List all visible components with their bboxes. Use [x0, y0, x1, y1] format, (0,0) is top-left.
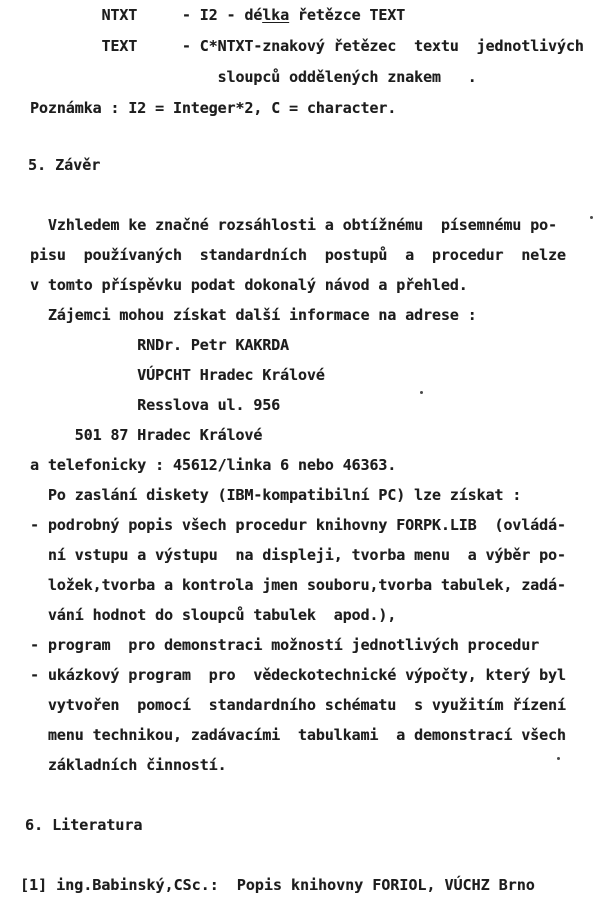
text-line: vání hodnot do sloupců tabulek apod.), — [30, 606, 397, 624]
section-body-zaver — [30, 210, 608, 780]
text-segment: NTXT - I2 - dé — [30, 6, 263, 24]
text-line: Zájemci mohou získat další informace na adrese : — [30, 306, 477, 324]
phone-line: a telefonicky : 45612/linka 6 nebo 46363. — [30, 456, 397, 474]
section-heading-zaver: 5. Závěr — [28, 156, 101, 174]
text-line: Vzhledem ke značné rozsáhlosti a obtížnému písemnému po- — [30, 216, 557, 234]
text-line: TEXT - C*NTXT-znakový řetězec textu jednotlivých — [30, 37, 584, 55]
text-line: vytvořen pomocí standardního schématu s využitím řízení — [30, 696, 566, 714]
section-heading-literatura: 6. Literatura — [25, 816, 143, 834]
text-line: Po zaslání diskety (IBM-kompatibilní PC) lze získat : — [30, 486, 522, 504]
text-line: ní vstupu a výstupu na displeji, tvorba menu a výběr po- — [30, 546, 566, 564]
address-line: Resslova ul. 956 — [30, 396, 281, 414]
note-line: Poznámka : I2 = Integer*2, C = character. — [30, 99, 397, 117]
address-line: 501 87 Hradec Králové — [30, 426, 263, 444]
bullet-line: - program pro demonstraci možností jednotlivých procedur — [30, 636, 540, 654]
address-line: RNDr. Petr KAKRDA — [30, 336, 289, 354]
text-line: základních činností. — [30, 756, 227, 774]
text-segment: řetězce TEXT — [289, 6, 406, 24]
bullet-line: - ukázkový program pro vědeckotechnické výpočty, který byl — [30, 666, 566, 684]
address-line: VÚPCHT Hradec Králové — [30, 366, 325, 384]
scan-speck — [557, 757, 560, 760]
text-line: ložek,tvorba a kontrola jmen souboru,tvorba tabulek, zadá- — [30, 576, 566, 594]
bullet-line: - podrobný popis všech procedur knihovny FORPK.LIB (ovládá- — [30, 516, 566, 534]
reference-line: [1] ing.Babinský,CSc.: Popis knihovny FORIOL, VÚCHZ Brno — [20, 876, 535, 894]
scan-speck — [420, 391, 423, 394]
text-line: v tomto příspěvku podat dokonalý návod a přehled. — [30, 276, 468, 294]
underlined-text-segment: lka — [262, 6, 289, 24]
parameter-description-block — [30, 0, 608, 124]
text-line: pisu používaných standardních postupů a procedur nelze — [30, 246, 566, 264]
text-line: sloupců oddělených znakem . — [30, 68, 477, 86]
text-line — [30, 0, 608, 31]
scan-speck — [590, 216, 593, 219]
text-line: menu technikou, zadávacími tabulkami a demonstrací všech — [30, 726, 566, 744]
